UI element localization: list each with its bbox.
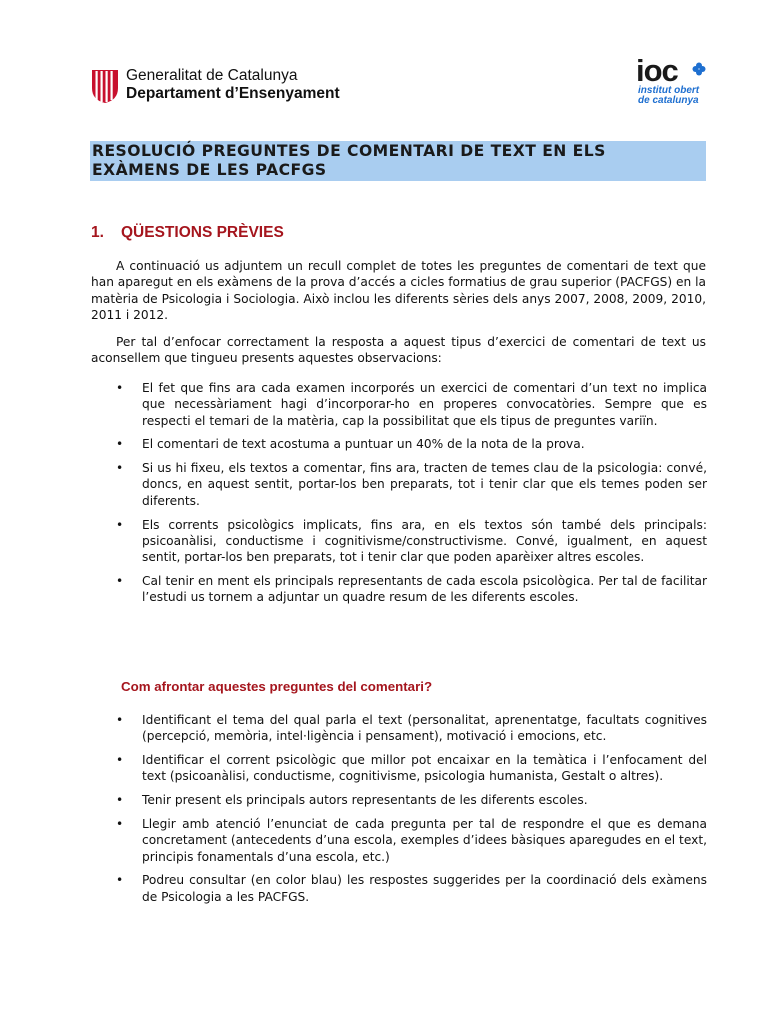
ioc-wordmark: ioc [636, 53, 678, 88]
list-item-text: Identificant el tema del qual parla el text (personalitat, aprenentatge, facultats cognitives (percepció, memòria, intel·ligència i pensament), motivació i emocions, etc. [142, 713, 707, 744]
list-item [91, 380, 707, 429]
bullet-icon: • [116, 517, 124, 532]
section-title: QÜESTIONS PRÈVIES [121, 224, 284, 241]
list-item [91, 460, 707, 509]
section-heading [91, 224, 284, 242]
section-number: 1. [91, 224, 104, 241]
list-item-text: Si us hi fixeu, els textos a comentar, fins ara, tracten de temes clau de la psicologia: convé, doncs, en aquest sentit, portar-los ben preparats, tot i tenir clar que els temes poden ser diferents. [142, 461, 707, 508]
ioc-flower-icon [692, 62, 706, 76]
ioc-tagline: institut obert de catalunya [638, 85, 700, 106]
ioc-logo [636, 53, 710, 112]
list-item-text: Podreu consultar (en color blau) les respostes suggerides per la coordinació dels exàmens de Psicologia a les PACFGS. [142, 873, 707, 904]
list-item [91, 436, 707, 452]
list-item-text: Identificar el corrent psicològic que millor pot encaixar en la temàtica i l’enfocament del text (psicoanàlisi, conductisme, cognitivisme, psicologia humanista, Gestalt o altres). [142, 753, 707, 784]
list-item [91, 792, 707, 808]
steps-list [91, 712, 707, 912]
bullet-icon: • [116, 753, 124, 768]
bullet-icon: • [116, 461, 124, 476]
bullet-icon: • [116, 713, 124, 727]
document-title: RESOLUCIÓ PREGUNTES DE COMENTARI DE TEXT EN ELS EXÀMENS DE LES PACFGS [92, 142, 606, 179]
document-header [0, 0, 768, 120]
list-item [91, 752, 707, 785]
department-line: Departament d’Ensenyament [126, 85, 340, 102]
list-item-text: Cal tenir en ment els principals representants de cada escola psicològica. Per tal de facilitar l’estudi us tornem a adjuntar un quadre resum de les diferents escoles. [142, 573, 707, 605]
bullet-icon: • [116, 873, 124, 888]
generalitat-logo-icon [90, 68, 120, 104]
list-item-text: Tenir present els principals autors representants de les diferents escoles. [142, 793, 588, 808]
document-title-box [90, 141, 706, 181]
list-item [91, 816, 707, 865]
guidance-paragraph: Per tal d’enfocar correctament la resposta a aquest tipus d’exercici de comentari de text us aconsellem que tingueu presents aquestes observacions: [91, 335, 706, 366]
bullet-icon: • [116, 381, 124, 395]
bullet-icon: • [116, 437, 124, 452]
list-item [91, 872, 707, 905]
generalitat-name [126, 67, 340, 103]
bullet-icon: • [116, 573, 124, 588]
list-item [91, 573, 707, 606]
bullet-icon: • [116, 793, 124, 808]
list-item [91, 517, 707, 566]
subsection-heading: Com afrontar aquestes preguntes del comentari? [121, 679, 433, 694]
list-item-text: Llegir amb atenció l’enunciat de cada pregunta per tal de respondre el que es demana concretament (antecedents d’una escola, exemples d’idees bàsiques aparegudes en el text, principis fonamentals d’una escola, etc.) [142, 816, 707, 864]
list-item [91, 712, 707, 745]
list-item-text: Els corrents psicològics implicats, fins ara, en els textos són també dels principals: psicoanàlisi, conductisme i cognitivisme/constructivisme. Convé, igualment, en aquest sentit, portar-los ben preparats, tot i tenir clar que poden aparèixer altres escoles. [142, 517, 707, 565]
list-item-text: El comentari de text acostuma a puntuar un 40% de la nota de la prova. [142, 437, 585, 452]
list-item-text: El fet que fins ara cada examen incorporés un exercici de comentari d’un text no implica que necessàriament hagi d’incorporar-ho en properes convocatòries. Sempre que es respecti el temari de la matèria, cap la possibilitat que els tipus de preguntes variïn. [142, 381, 707, 428]
observations-list [91, 380, 707, 613]
bullet-icon: • [116, 816, 124, 831]
generalitat-line: Generalitat de Catalunya [126, 67, 298, 84]
intro-paragraph: A continuació us adjuntem un recull complet de totes les preguntes de comentari de text que han aparegut en els exàmens de la prova d’accés a cicles formatius de grau superior (PACFGS) en la matèria de Psicologia i Sociologia. Això inclou les diferents sèries dels anys 2007, 2008, 2009, 2010, 2011 i 2012. [91, 259, 706, 322]
